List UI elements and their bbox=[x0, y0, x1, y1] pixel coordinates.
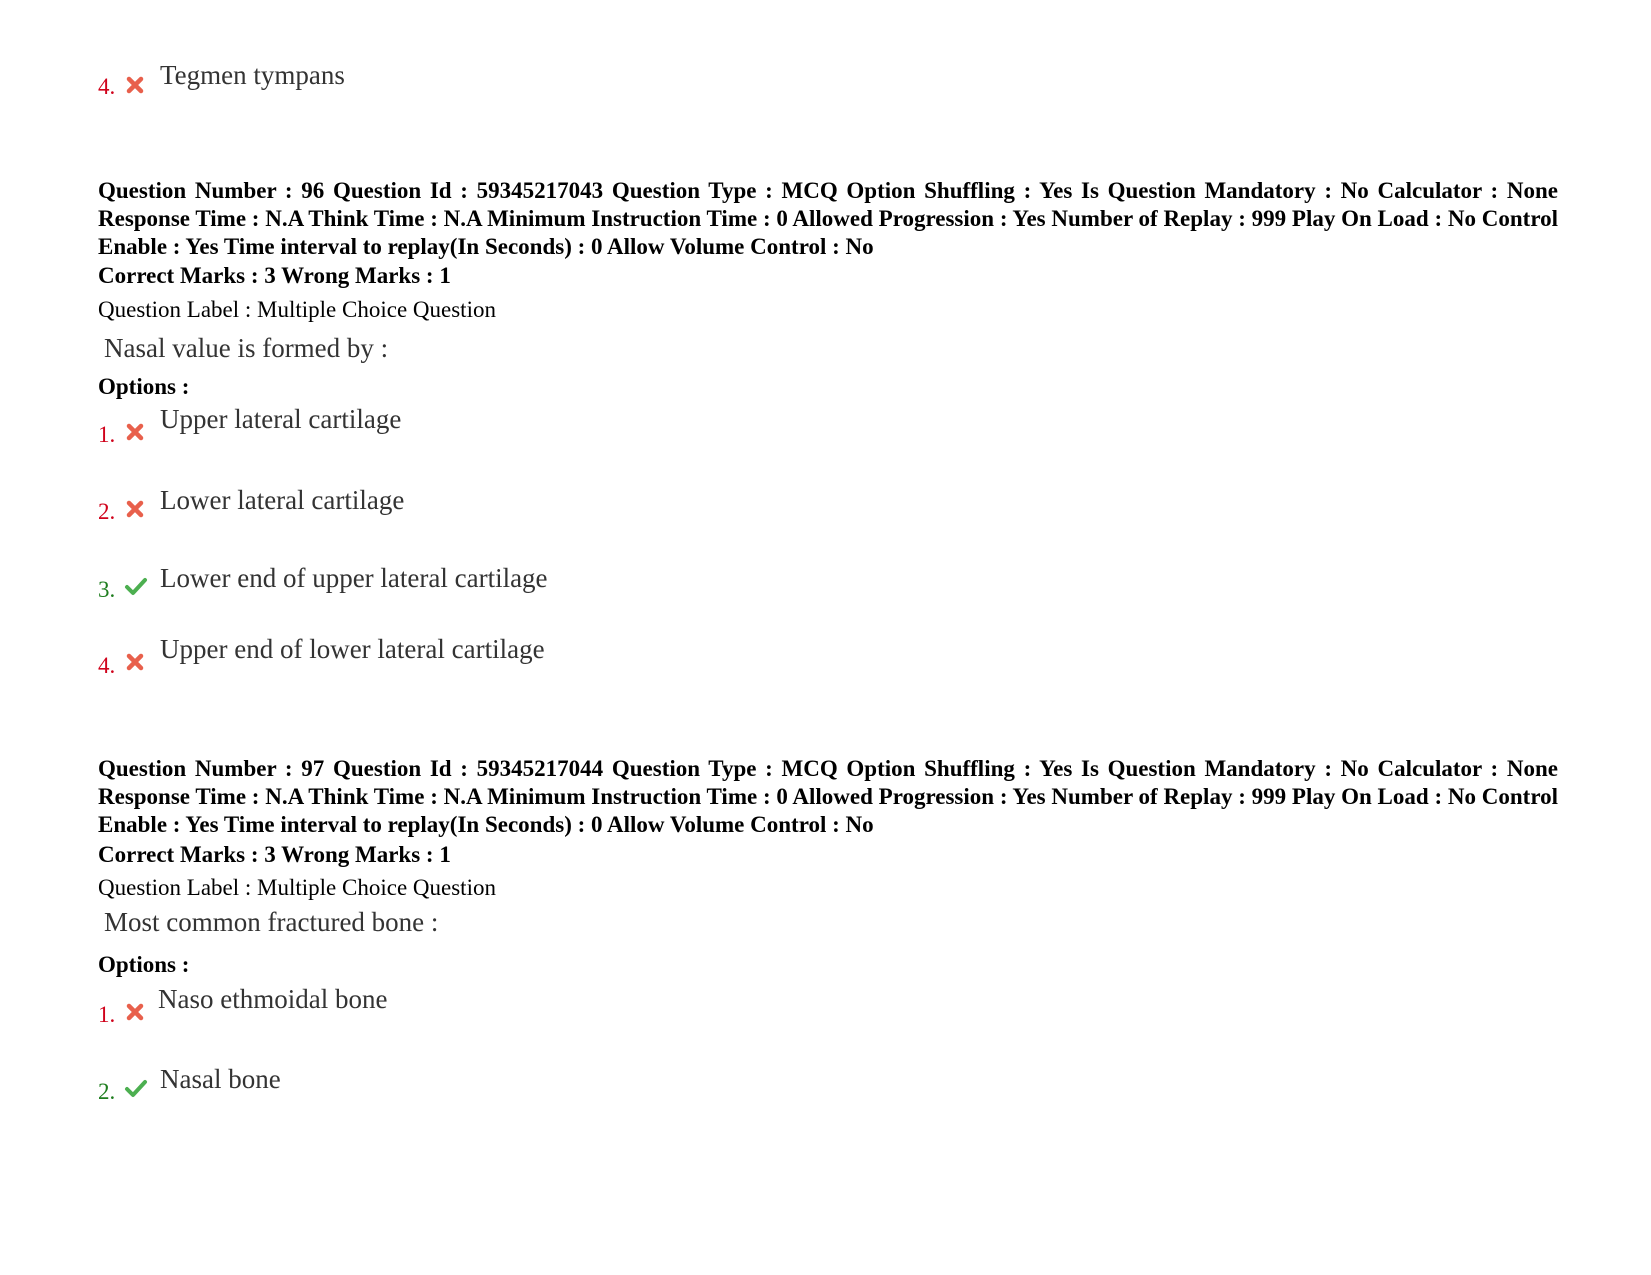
option-text: Lower lateral cartilage bbox=[160, 485, 405, 515]
cross-icon bbox=[124, 74, 146, 96]
question-label: Question Label : Multiple Choice Question bbox=[98, 875, 496, 900]
question-stem: Most common fractured bone : bbox=[104, 907, 439, 937]
marks-line: Correct Marks : 3 Wrong Marks : 1 bbox=[98, 842, 451, 867]
option-text: Lower end of upper lateral cartilage bbox=[160, 563, 548, 593]
checkmark-icon bbox=[124, 575, 148, 597]
cross-icon bbox=[124, 651, 146, 673]
question-label: Question Label : Multiple Choice Question bbox=[98, 297, 496, 322]
option-number: 2. bbox=[98, 499, 116, 524]
question-metadata: Question Number : 96 Question Id : 59345217043 Question Type : MCQ Option Shuffling : Yes Is Question Mandatory : No Calculator : None Response Time : N.A Think Time : N.A Minimum Instruction Time : 0 Allowed Progression : Yes Number of Replay : 999 Play On Load : No Control Enable : Yes Time interval to replay(In Seconds) : 0 Allow Volume Control : No bbox=[98, 178, 1558, 259]
question-metadata: Question Number : 97 Question Id : 59345217044 Question Type : MCQ Option Shuffling : Yes Is Question Mandatory : No Calculator : None Response Time : N.A Think Time : N.A Minimum Instruction Time : 0 Allowed Progression : Yes Number of Replay : 999 Play On Load : No Control Enable : Yes Time interval to replay(In Seconds) : 0 Allow Volume Control : No bbox=[98, 756, 1558, 837]
option-number: 4. bbox=[98, 653, 116, 678]
option-text: Upper lateral cartilage bbox=[160, 404, 402, 434]
options-heading: Options : bbox=[98, 952, 190, 977]
option-number: 1. bbox=[98, 422, 116, 447]
option-number: 1. bbox=[98, 1002, 116, 1027]
option-text: Naso ethmoidal bone bbox=[158, 984, 388, 1014]
option-text: Tegmen tympans bbox=[160, 60, 345, 90]
options-heading: Options : bbox=[98, 374, 190, 399]
cross-icon bbox=[124, 1001, 146, 1023]
cross-icon bbox=[124, 498, 146, 520]
option-number: 4. bbox=[98, 74, 116, 99]
cross-icon bbox=[124, 421, 146, 443]
option-number: 3. bbox=[98, 577, 116, 602]
checkmark-icon bbox=[124, 1077, 148, 1099]
option-text: Upper end of lower lateral cartilage bbox=[160, 634, 545, 664]
option-text: Nasal bone bbox=[160, 1064, 281, 1094]
marks-line: Correct Marks : 3 Wrong Marks : 1 bbox=[98, 263, 451, 288]
option-number: 2. bbox=[98, 1079, 116, 1104]
question-stem: Nasal value is formed by : bbox=[104, 333, 389, 363]
